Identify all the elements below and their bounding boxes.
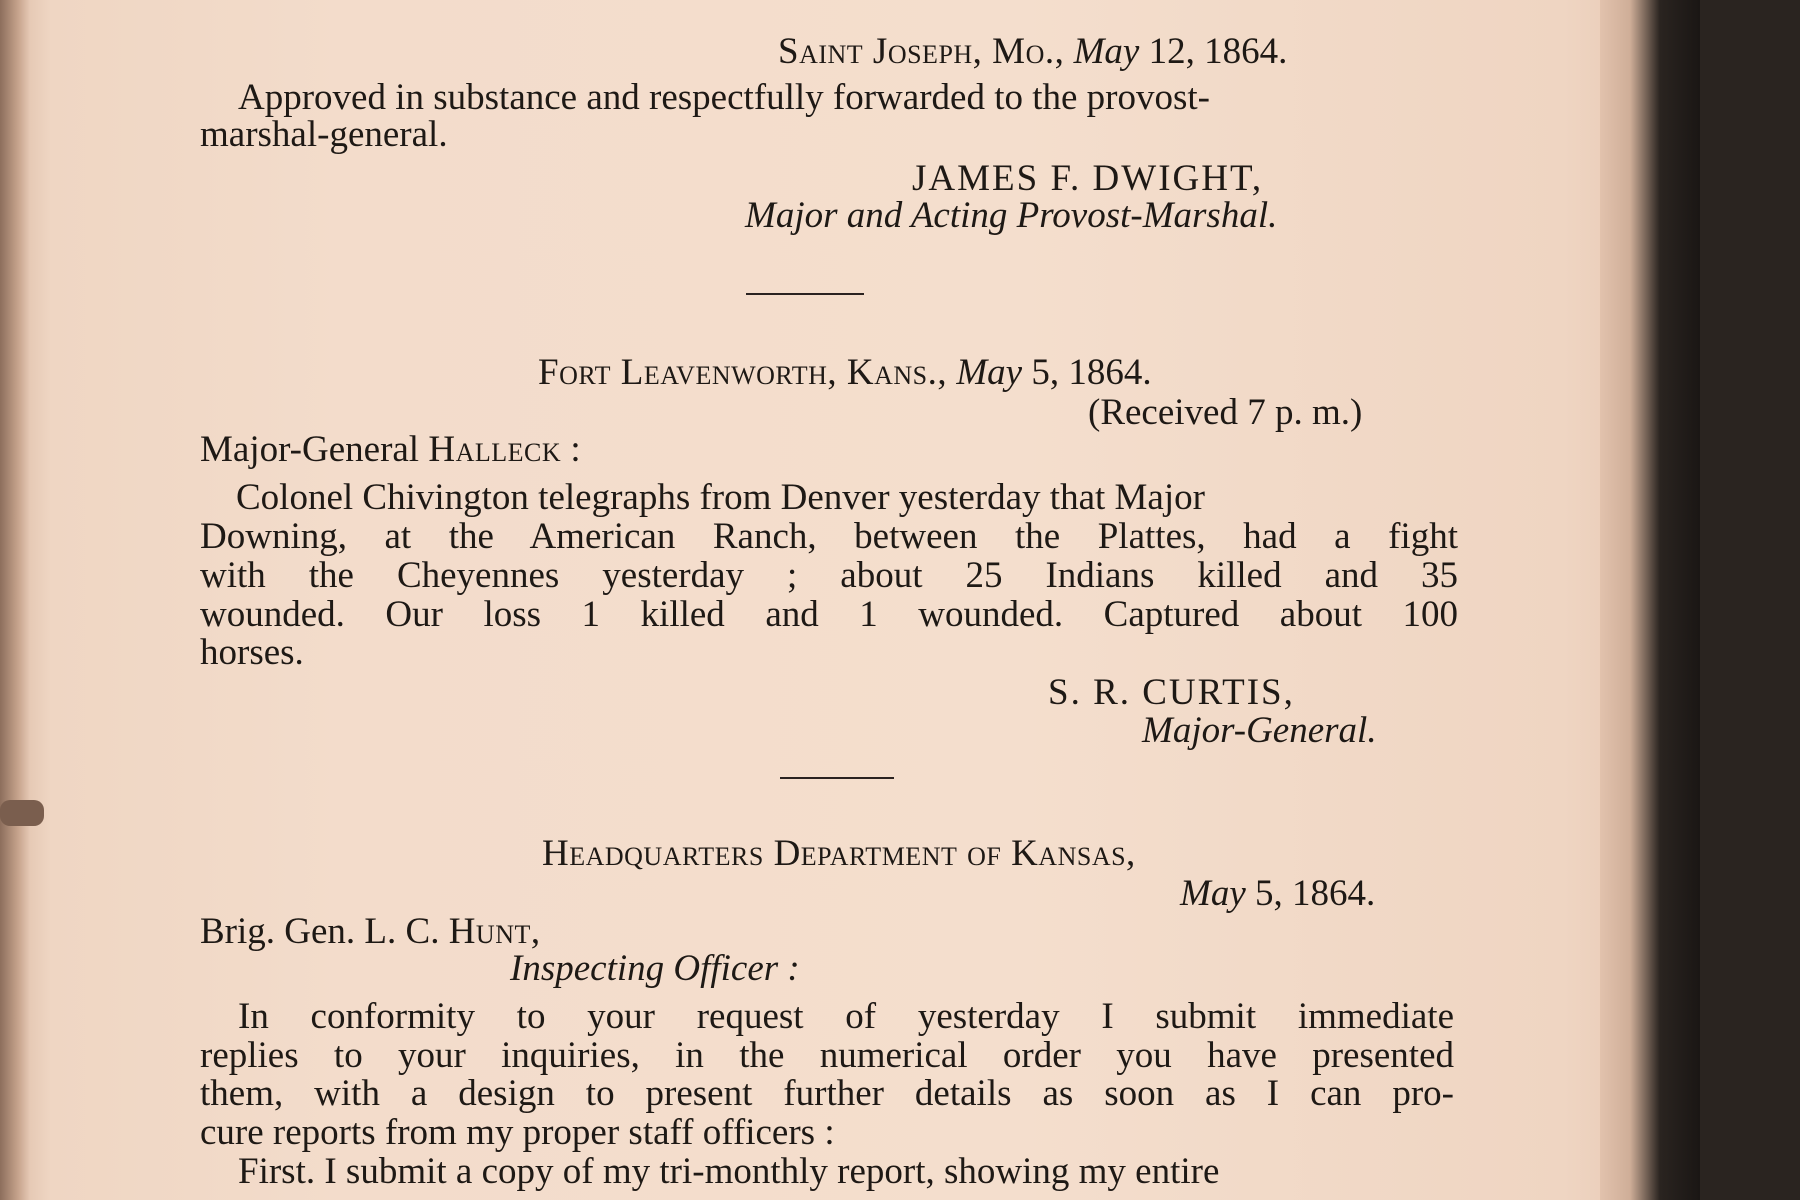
addressee: Brig. Gen. L. C. Hunt, — [200, 911, 541, 952]
body-line: marshal-general. — [200, 114, 448, 155]
binding-stitch — [0, 800, 44, 826]
date-line: May 5, 1864. — [1180, 873, 1376, 914]
body-line: horses. — [200, 632, 304, 673]
book-cover-edge — [1600, 0, 1700, 1200]
page-spine — [0, 0, 30, 1200]
signature-title: Major and Acting Provost-Marshal. — [745, 195, 1278, 236]
dateline-fort-leavenworth: Fort Leavenworth, Kans., May 5, 1864. — [538, 352, 1152, 393]
signature-title: Major-General. — [1142, 710, 1377, 751]
signature-name: S. R. CURTIS, — [1048, 672, 1295, 713]
heading-headquarters: Headquarters Department of Kansas, — [542, 833, 1136, 874]
addressee-title: Inspecting Officer : — [510, 948, 800, 989]
body-line: First. I submit a copy of my tri-monthly report, showing my entire — [238, 1151, 1220, 1192]
addressee: Major-General Halleck : — [200, 429, 581, 470]
body-line: cure reports from my proper staff officers : — [200, 1112, 835, 1153]
signature-name: JAMES F. DWIGHT, — [912, 158, 1264, 199]
body-line: replies to your inquiries, in the numerical order you have presented — [200, 1035, 1454, 1076]
body-line: with the Cheyennes yesterday ; about 25 Indians killed and 35 — [200, 555, 1458, 596]
body-line: Downing, at the American Ranch, between the Plattes, had a fight — [200, 516, 1458, 557]
dateline-saint-joseph: Saint Joseph, Mo., May 12, 1864. — [778, 31, 1288, 72]
body-line: In conformity to your request of yesterday I submit immediate — [238, 996, 1454, 1037]
body-line: wounded. Our loss 1 killed and 1 wounded. Captured about 100 — [200, 594, 1458, 635]
received-note: (Received 7 p. m.) — [1088, 392, 1363, 433]
body-line: Colonel Chivington telegraphs from Denver yesterday that Major — [236, 477, 1205, 518]
section-divider — [746, 293, 864, 295]
section-divider — [780, 777, 894, 779]
body-line: Approved in substance and respectfully forwarded to the provost- — [238, 77, 1210, 118]
body-line: them, with a design to present further details as soon as I can pro- — [200, 1073, 1454, 1114]
